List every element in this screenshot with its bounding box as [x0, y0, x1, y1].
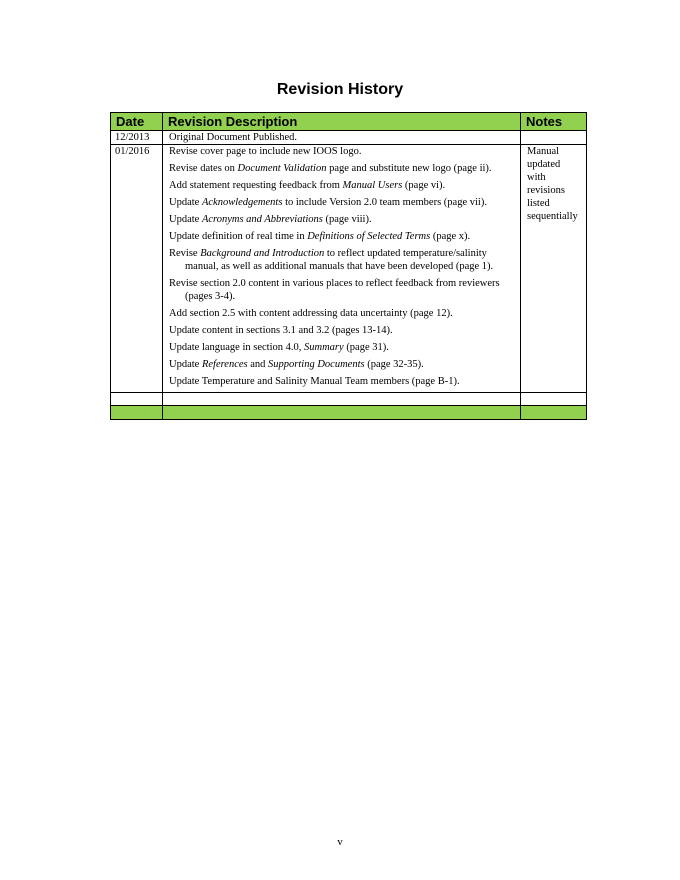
notes-line: revisions	[527, 185, 565, 196]
header-date: Date	[111, 113, 163, 131]
cell-empty	[163, 393, 521, 406]
revision-item: Update content in sections 3.1 and 3.2 (pages 13-14).	[169, 325, 393, 336]
revision-item: Add statement requesting feedback from Manual Users (page vi).	[169, 180, 446, 191]
revision-history-table	[110, 112, 587, 420]
cell-notes	[521, 131, 587, 145]
table-row	[111, 145, 587, 393]
table-row	[111, 131, 587, 145]
page-title: Revision History	[276, 81, 404, 98]
cell-notes	[521, 145, 587, 393]
revision-item: Update Acknowledgements to include Version 2.0 team members (page vii).	[169, 197, 487, 208]
revision-item: Update Acronyms and Abbreviations (page viii).	[169, 214, 372, 225]
page-number: v	[337, 836, 343, 848]
notes-line: listed	[527, 198, 550, 209]
cell-date: 12/2013	[111, 131, 163, 145]
revision-item: Revise cover page to include new IOOS logo.	[169, 146, 362, 157]
notes-line: sequentially	[527, 211, 578, 222]
header-notes: Notes	[521, 113, 587, 131]
revision-item: Update definition of real time in Definitions of Selected Terms (page x).	[169, 231, 471, 242]
revision-item: Revise section 2.0 content in various places to reflect feedback from reviewers (pages 3-4).	[169, 278, 500, 302]
cell-description: Original Document Published.	[163, 131, 521, 145]
revision-item: Add section 2.5 with content addressing data uncertainty (page 12).	[169, 308, 453, 319]
cell-footer	[163, 406, 521, 420]
revision-item: Revise Background and Introduction to reflect updated temperature/salinity manual, as well as additional manuals that have been developed (page 1).	[169, 248, 494, 272]
revision-item: Update Temperature and Salinity Manual Team members (page B-1).	[169, 376, 460, 387]
revision-item: Update References and Supporting Documents (page 32-35).	[169, 359, 424, 370]
notes-line: updated	[527, 159, 561, 170]
revision-item: Update language in section 4.0, Summary (page 31).	[169, 342, 389, 353]
cell-footer	[521, 406, 587, 420]
cell-date: 01/2016	[111, 145, 163, 393]
header-description: Revision Description	[163, 113, 521, 131]
table-row-footer	[111, 406, 587, 420]
cell-empty	[521, 393, 587, 406]
notes-line: with	[527, 172, 546, 183]
notes-line: Manual	[527, 146, 560, 157]
table-row-empty	[111, 393, 587, 406]
table-header-row	[111, 113, 587, 131]
cell-footer	[111, 406, 163, 420]
revision-item: Revise dates on Document Validation page and substitute new logo (page ii).	[169, 163, 492, 174]
cell-description	[163, 145, 521, 393]
cell-empty	[111, 393, 163, 406]
